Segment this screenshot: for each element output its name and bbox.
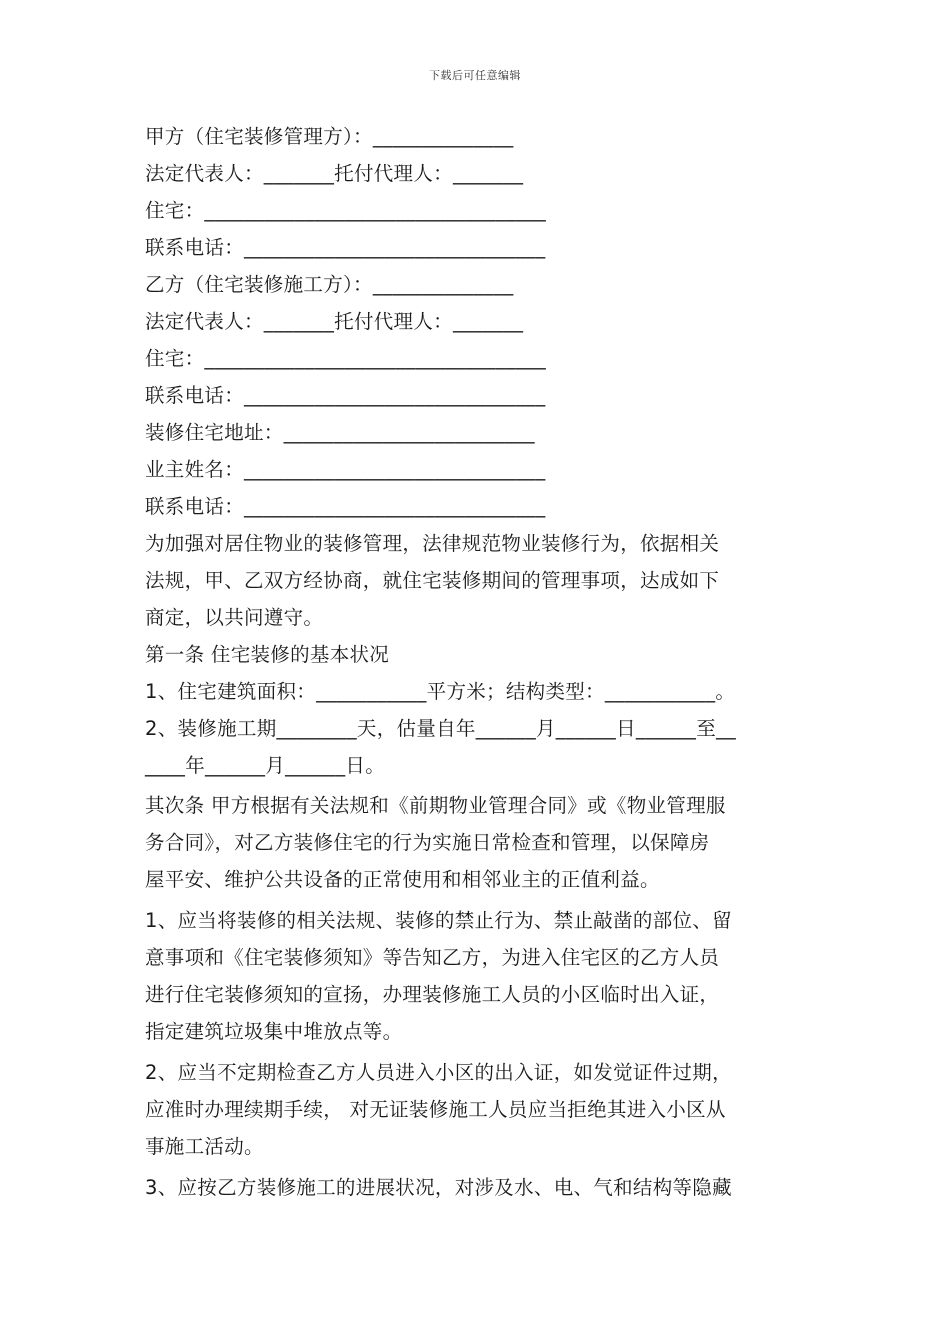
article-2-intro-line: 屋平安、维护公共设备的正常使用和相邻业主的正值利益。	[145, 868, 660, 891]
article-2-item-2-line: 2、应当不定期检查乙方人员进入小区的出入证，如发觉证件过期，	[145, 1061, 732, 1084]
preamble-line: 法规，甲、乙双方经协商，就住宅装修期间的管理事项，达成如下	[145, 569, 720, 592]
article-2-item-3	[145, 1169, 810, 1206]
party-a-phone: 联系电话：______________________________	[145, 236, 546, 259]
page-header-note: 下载后可任意编辑	[429, 69, 521, 82]
article-1-item-1: 1、住宅建筑面积：___________平方米；结构类型：___________。	[145, 680, 736, 703]
preamble-line: 为加强对居住物业的装修管理，法律规范物业装修行为，依据相关	[145, 532, 720, 555]
article-2-intro-line: 务合同》，对乙方装修住宅的行为实施日常检查和管理，以保障房	[145, 831, 710, 854]
article-2-item-1-line: 指定建筑垃圾集中堆放点等。	[145, 1020, 403, 1043]
article-2-item-3-line: 3、应按乙方装修施工的进展状况，对涉及水、电、气和结构等隐藏	[145, 1176, 732, 1199]
contract-body	[145, 118, 810, 1206]
article-2-intro	[145, 787, 810, 898]
article-1-item-2-line: 2、装修施工期________天，估量自年______月______日______至__	[145, 717, 737, 740]
owner-phone: 联系电话：______________________________	[145, 495, 546, 518]
article-2-intro-line: 其次条 甲方根据有关法规和《前期物业管理合同》或《物业管理服	[145, 794, 726, 817]
article-2-item-2	[145, 1054, 810, 1165]
article-2-item-1-line: 进行住宅装修须知的宣扬，办理装修施工人员的小区临时出入证，	[145, 983, 720, 1006]
party-b-representatives: 法定代表人：_______托付代理人：_______	[145, 310, 524, 333]
article-2-item-2-line: 事施工活动。	[145, 1135, 264, 1158]
article-1-heading: 第一条 住宅装修的基本状况	[145, 643, 390, 666]
article-1-item-2-line: ____年______月______日。	[145, 754, 385, 777]
party-b-residence: 住宅：__________________________________	[145, 347, 547, 370]
article-2-item-1	[145, 902, 810, 1050]
article-2-item-1-line: 1、应当将装修的相关法规、装修的禁止行为、禁止敲凿的部位、留	[145, 909, 732, 932]
owner-name: 业主姓名：______________________________	[145, 458, 546, 481]
article-1-item-2	[145, 710, 810, 784]
party-a-residence: 住宅：__________________________________	[145, 199, 547, 222]
party-b-title: 乙方（住宅装修施工方）：______________	[145, 273, 514, 296]
article-2-item-1-line: 意事项和《住宅装修须知》等告知乙方，为进入住宅区的乙方人员	[145, 946, 720, 969]
party-b-phone: 联系电话：______________________________	[145, 384, 546, 407]
party-a-title: 甲方（住宅装修管理方）：______________	[145, 125, 514, 148]
preamble-line: 商定，以共问遵守。	[145, 606, 324, 629]
article-2-item-2-line: 应准时办理续期手续， 对无证装修施工人员应当拒绝其进入小区从	[145, 1098, 726, 1121]
preamble-paragraph	[145, 525, 810, 636]
renovation-address: 装修住宅地址：_________________________	[145, 421, 535, 444]
party-a-representatives: 法定代表人：_______托付代理人：_______	[145, 162, 524, 185]
